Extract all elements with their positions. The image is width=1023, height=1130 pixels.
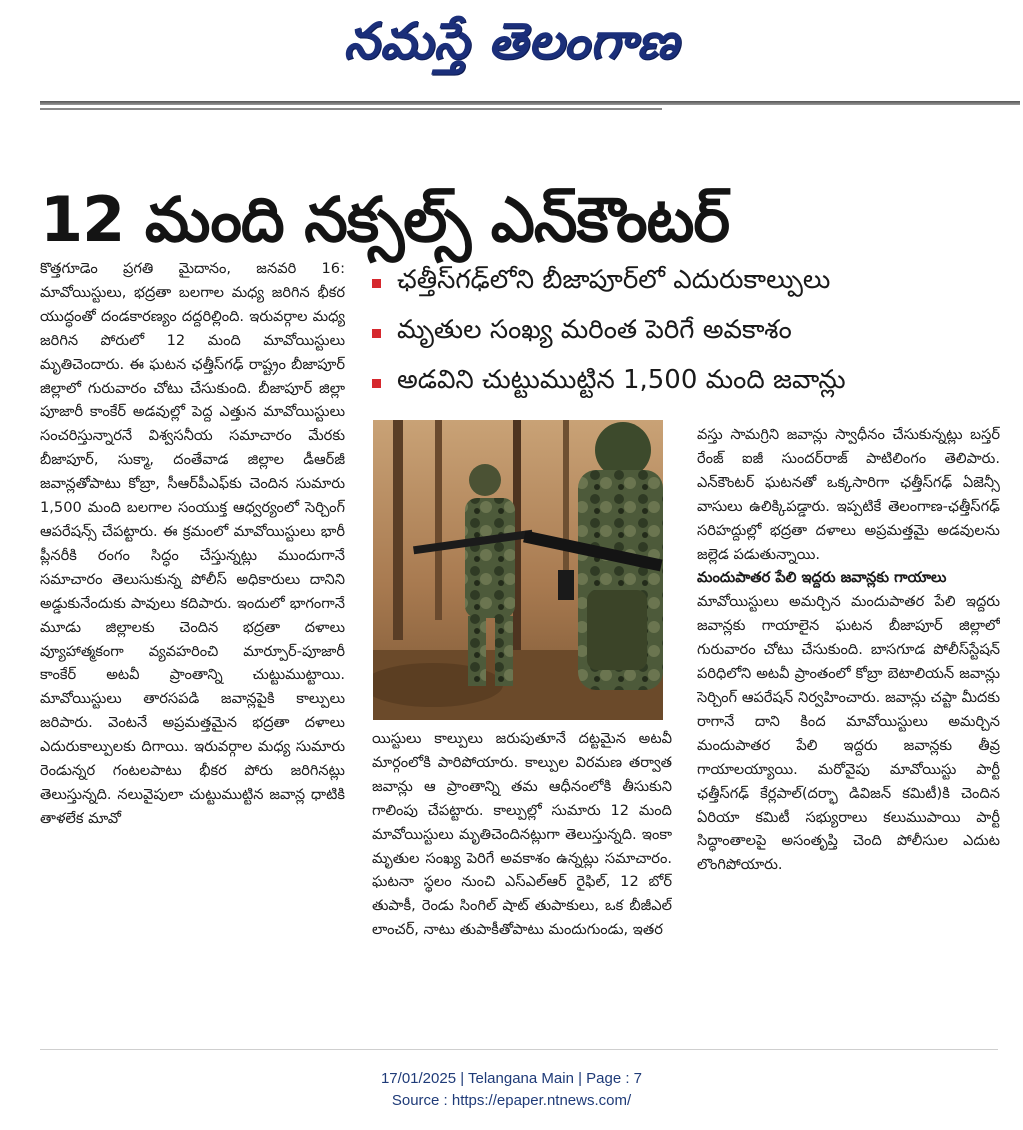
- article-column-right: [697, 423, 1000, 1037]
- bullet-item: [372, 258, 1012, 308]
- article-paragraph: మావోయిస్టులు అమర్చిన మందుపాతర పేలి ఇద్దరు జవాన్లకు గాయాలైన ఘటన బీజాపూర్ జిల్లాలో గురువారం చోటు చేసుకుంది. బాసగూడ పోలీస్‌స్టేషన్ పరిధిలోని అటవీ ప్రాంతంలో కోబ్రా బెటాలియన్ జవాన్లు సెర్చింగ్ ఆపరేషన్ నిర్వహించారు. జవాన్లు చప్టా మీదకు రాగానే దాని కింద మావోయిస్టులు అమర్చిన మందుపాతర పేలి ఇద్దరు జవాన్లకు తీవ్ర గాయాలయ్యాయి. మరోవైపు మావోయిస్టు పార్టీ ఛత్తీస్‌గఢ్ కేర్లపాల్(దర్భా డివిజన్ కమిటీ)కి చెందిన ఏరియా కమిటీ సభ్యురాలు కలుముపాయి పార్టీ సిద్ధాంతాలపై అసంతృప్తి చెంది పోలీసుల ఎదుట లొంగిపోయారు.: [697, 593, 1000, 874]
- bullet-square-icon: [372, 279, 381, 288]
- bullet-square-icon: [372, 329, 381, 338]
- article-subheading: మందుపాతర పేలి ఇద్దరు జవాన్లకు గాయాలు: [697, 569, 947, 587]
- article-headline: 12 మంది నక్సల్స్ ఎన్‌కౌంటర్: [40, 182, 730, 256]
- soldiers-in-forest-photo: [373, 420, 663, 720]
- article-paragraph: వస్తు సామగ్రిని జవాన్లు స్వాధీనం చేసుకున్నట్లు బస్తర్ రేంజ్ ఐజీ సుందర్‌రాజ్ పాటిలింగం తెలిపారు. ఎన్‌కౌంటర్ ఘటనతో ఒక్కసారిగా ఛత్తీస్‌గఢ్ ఏజెన్సీ వాసులు ఉలిక్కిపడ్డారు. ఇప్పటికే తెలంగాణ-ఛత్తీస్‌గఢ్ సరిహద్దుల్లో భద్రతా దళాలు అప్రమత్తమై అడవులను జల్లెడ పడుతున్నాయి.: [697, 426, 1000, 563]
- footer-divider: [40, 1049, 998, 1050]
- bullet-item: [372, 358, 1012, 408]
- article-paragraph: కొత్తగూడెం ప్రగతి మైదానం, జనవరి 16: మావోయిస్టులు, భద్రతా బలగాల మధ్య జరిగిన భీకర యుద్ధంతో దండకారణ్యం దద్దరిల్లింది. ఇరువర్గాల మధ్య జరిగిన పోరులో 12 మంది మావోయిస్టులు మృతిచెందారు. ఈ ఘటన ఛత్తీస్‌గఢ్ రాష్ట్రం బీజాపూర్ జిల్లాలో గురువారం చోటు చేసుకుంది. బీజాపూర్ జిల్లా పూజారీ కాంకేర్ అడవుల్లో పెద్ద ఎత్తున మావోయిస్టులు సంచరిస్తున్నారనే విశ్వసనీయ సమాచారం మేరకు బీజాపూర్, సుక్మా, దంతేవాడ జిల్లాల డీఆర్‌జీ జవాన్లతోపాటు కోబ్రా, సీఆర్‌పీఎఫ్‌కు చెందిన సుమారు 1,500 మంది బలగాల సంయుక్త ఆధ్వర్యంలో సెర్చింగ్ ఆపరేషన్స్ చేపట్టారు. ఈ క్రమంలో మావోయిస్టులు భారీ ప్లీనరీకి రంగం సిద్ధం చేస్తున్నట్లు ముందుగానే సమాచారం తెలుసుకున్న పోలీస్ అధికారులు దానిని అడ్డుకునేందుకు పావులు కదిపారు. ఇందులో భాగంగానే మూడు జిల్లాలకు చెందిన భద్రతా దళాలు వ్యూహాత్మకంగా వ్యవహరించి మార్పూర్-పూజారీ కాంకేర్ అటవీ ప్రాంతాన్ని చుట్టుముట్టాయి. మావోయిస్టులు తారసపడి జవాన్లపైకి కాల్పులు జరిపారు. వెంటనే అప్రమత్తమైన భద్రతా దళాలు ఎదురుకాల్పులకు దిగాయి. ఇరువర్గాల మధ్య సుమారు రెండున్నర గంటలపాటు భీకర పోరు జరిగినట్లు తెలుస్తున్నది. నలువైపులా చుట్టుముట్టిన జవాన్ల ధాటికి తాళలేక మావో: [40, 260, 345, 827]
- masthead-divider: [40, 101, 1020, 105]
- bullet-item: [372, 308, 1012, 358]
- bullet-text: మృతుల సంఖ్య మరింత పెరిగే అవకాశం: [397, 315, 792, 345]
- article-column-left: [40, 257, 345, 1037]
- bullet-text: ఛత్తీస్‌గఢ్‌లోని బీజాపూర్‌లో ఎదురుకాల్పులు: [397, 265, 831, 295]
- bullet-text: అడవిని చుట్టుముట్టిన 1,500 మంది జవాన్లు: [397, 365, 846, 395]
- footer-edition-info: 17/01/2025 | Telangana Main | Page : 7: [380, 1070, 643, 1087]
- news-photo: [373, 420, 663, 720]
- bullet-square-icon: [372, 379, 381, 388]
- page-footer: [0, 1068, 1023, 1112]
- article-paragraph: యిస్టులు కాల్పులు జరుపుతూనే దట్టమైన అటవీ మార్గంలోకి పారిపోయారు. కాల్పుల విరమణ తర్వాత జవాన్లు ఆ ప్రాంతాన్ని తమ ఆధీనంలోకి తీసుకుని గాలింపు చేపట్టారు. కాల్పుల్లో సుమారు 12 మంది మావోయిస్టులు మృతిచెందినట్లుగా తెలుస్తున్నది. ఇంకా మృతుల సంఖ్య పెరిగే అవకాశం ఉన్నట్లు సమాచారం. ఘటనా స్థలం నుంచి ఎస్‌ఎల్‌ఆర్ రైఫిల్, 12 బోర్ తుపాకీ, రెండు సింగిల్ షాట్ తుపాకులు, ఒక బీజీఎల్ లాంచర్, నాటు తుపాకీతోపాటు మందుగుండు, ఇతర: [372, 730, 672, 939]
- highlight-bullets: [372, 258, 1012, 408]
- footer-source-link[interactable]: Source : https://epaper.ntnews.com/: [391, 1092, 632, 1109]
- masthead-divider-short: [40, 108, 662, 110]
- newspaper-masthead: నమస్తే తెలంగాణ: [343, 11, 680, 70]
- article-column-middle: [372, 727, 672, 1037]
